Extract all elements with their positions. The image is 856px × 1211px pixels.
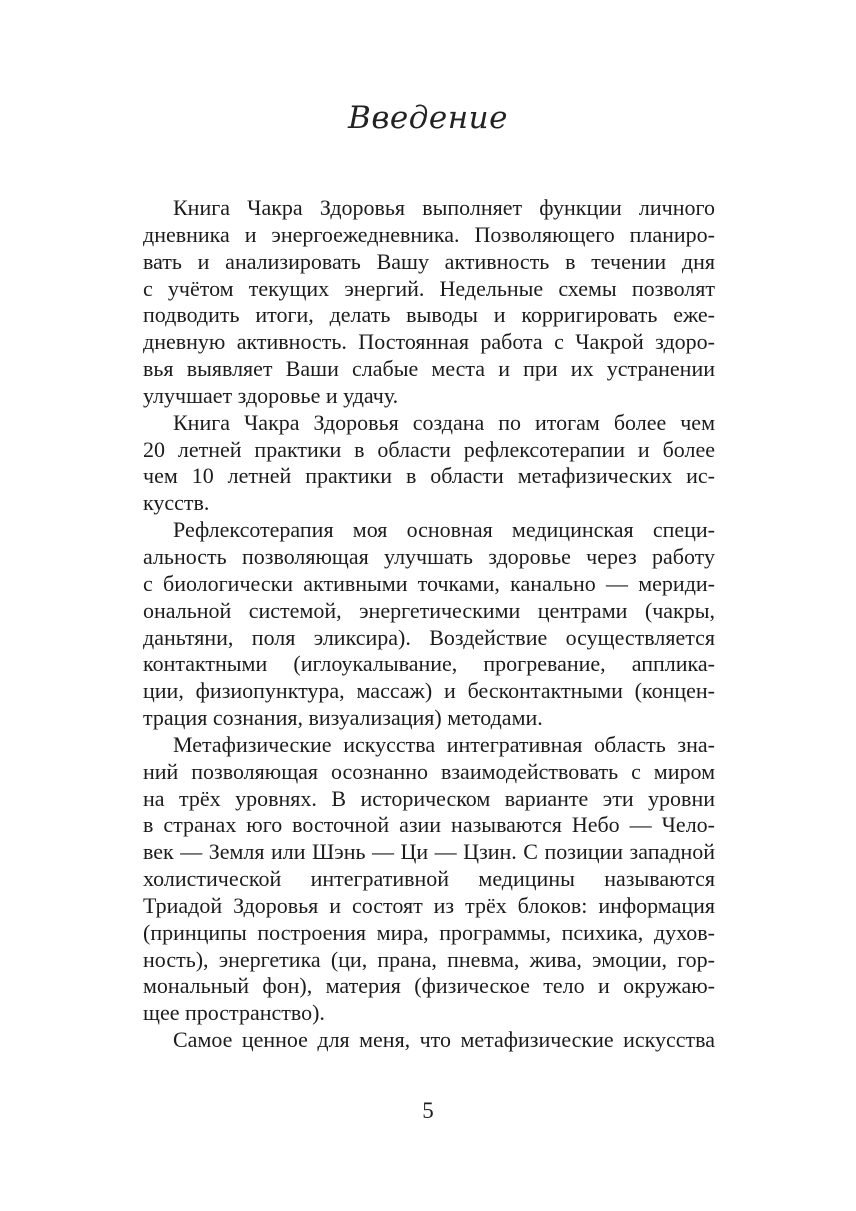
text-line: альность позволяющая улучшать здоровье через работу: [143, 543, 715, 569]
text-line: 20 летней практики в области рефлексотерапии и более: [143, 436, 715, 462]
text-line: щее пространство).: [143, 1000, 325, 1026]
text-line: с биологически активными точками, канально — мериди-: [143, 570, 715, 596]
text-line: ность), энергетика (ци, прана, пневма, жива, эмоции, гор-: [143, 946, 715, 972]
text-line: Книга Чакра Здоровья выполняет функции личного: [173, 195, 715, 220]
text-line: холистической интегративной медицины называются: [143, 866, 715, 892]
text-line: трация сознания, визуализация) методами.: [143, 705, 543, 731]
text-line: даньтяни, поля эликсира). Воздействие осуществляется: [143, 624, 715, 650]
text-line: дневника и энергоежедневника. Позволяющего планиро-: [143, 221, 715, 247]
text-line: ональной системой, энергетическими центрами (чакры,: [143, 597, 715, 623]
text-line: контактными (иглоукалывание, прогревание, апплика-: [143, 651, 715, 677]
text-line: (принципы построения мира, программы, психика, духов-: [143, 919, 715, 945]
page-number: 5: [422, 1098, 434, 1123]
text-line: с учётом текущих энергий. Недельные схемы позволят: [143, 275, 715, 301]
text-line: чем 10 летней практики в области метафизических ис-: [143, 463, 715, 489]
text-line: вать и анализировать Вашу активность в течении дня: [143, 248, 715, 274]
text-line: Самое ценное для меня, что метафизические искусства: [173, 1027, 715, 1053]
text-line: ции, физиопунктура, массаж) и бесконтактными (концен-: [143, 678, 715, 704]
text-line: Книга Чакра Здоровья создана по итогам более чем: [173, 409, 715, 435]
text-line: Триадой Здоровья и состоят из трёх блоков: информация: [143, 892, 715, 918]
text-line: век — Земля или Шэнь — Ци — Цзин. С позиции западной: [143, 839, 715, 865]
text-line: кусств.: [143, 490, 210, 516]
text-line: дневную активность. Постоянная работа с Чакрой здоро-: [143, 329, 715, 355]
text-line: в странах юго восточной азии называются Небо — Чело-: [143, 812, 715, 838]
text-line: на трёх уровнях. В историческом варианте эти уровни: [143, 785, 715, 811]
text-line: вья выявляет Ваши слабые места и при их устранении: [143, 356, 715, 382]
text-line: Рефлексотерапия моя основная медицинская специ-: [173, 517, 715, 543]
text-line: улучшает здоровье и удачу.: [143, 382, 399, 408]
text-line: ний позволяющая осознанно взаимодействовать с миром: [143, 758, 715, 784]
text-line: мональный фон), материя (физическое тело и окружаю-: [143, 973, 715, 999]
chapter-title: Введение: [348, 100, 508, 136]
text-line: подводить итоги, делать выводы и корригировать еже-: [143, 302, 715, 328]
text-line: Метафизические искусства интегративная область зна-: [173, 731, 715, 757]
body-text: [143, 195, 715, 1054]
